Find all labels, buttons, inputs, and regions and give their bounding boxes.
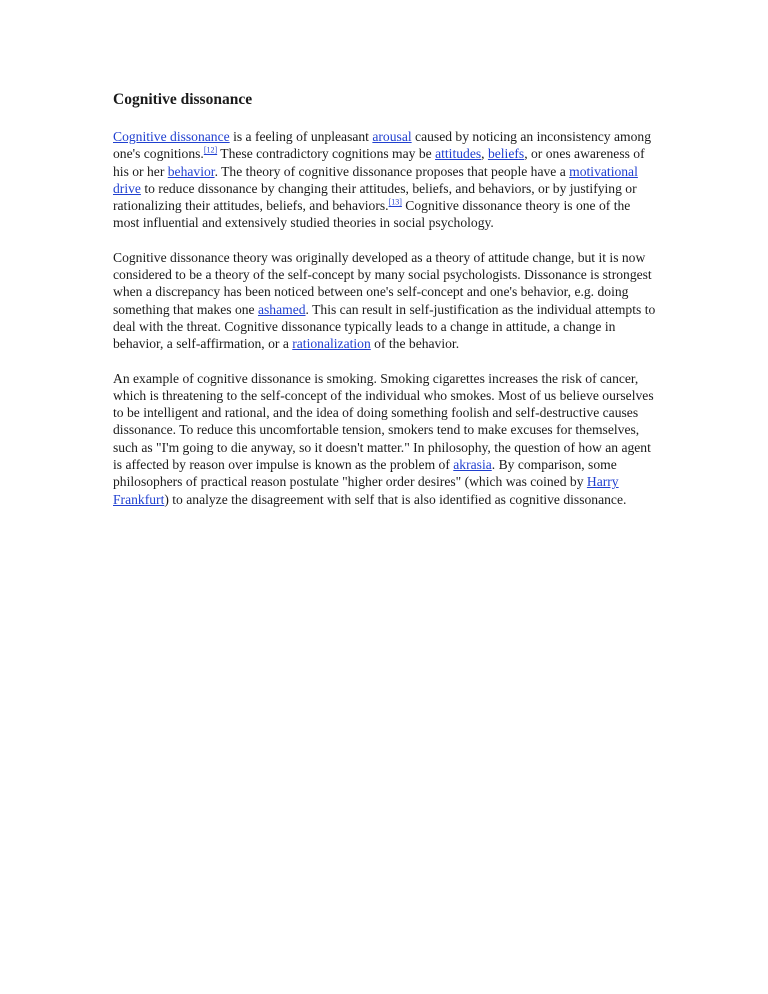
p1-text-2: caused by noticing an inconsistency among one's cognitions. (113, 129, 651, 162)
p3-text-1: An example of cognitive dissonance is smoking. Smoking cigarettes increases the risk of cancer, which is threatening to the self-concept of the individual who smokes. Most of us believe ourselves to be intelligent and rational, and the idea of doing something foolish and self-destructive causes dissonance. To reduce this uncomfortable tension, smokers tend to make excuses for themselves, such as "I'm going to die anyway, so it doesn't matter." In philosophy, the question of how an agent is affected by reason over impulse is known as the problem of (113, 370, 654, 473)
paragraph-3 (113, 370, 658, 508)
p1-text-6: . The theory of cognitive dissonance proposes that people have a (214, 163, 570, 179)
link-harry-frankfurt[interactable]: Harry Frankfurt (113, 474, 619, 507)
p2-text-3: of the behavior. (370, 336, 460, 352)
document-title: Cognitive dissonance (113, 91, 253, 108)
link-rationalization[interactable]: rationalization (292, 336, 371, 352)
p3-text-3: ) to analyze the disagreement with self that is also identified as cognitive dissonance. (164, 491, 627, 507)
p1-text-1: is a feeling of unpleasant (229, 129, 373, 144)
p1-text-8: Cognitive dissonance theory is one of the most influential and extensively studied theories in social psychology. (113, 198, 631, 231)
paragraph-2 (113, 249, 658, 353)
paragraph-1 (113, 128, 658, 232)
link-akrasia[interactable]: akrasia (453, 457, 492, 473)
link-motivational-drive[interactable]: motivational drive (113, 163, 638, 196)
link-attitudes[interactable]: attitudes (435, 146, 482, 162)
link-arousal[interactable]: arousal (372, 129, 412, 144)
p2-text-1: Cognitive dissonance theory was originally developed as a theory of attitude change, but it is now considered to be a theory of the self-concept by many social psychologists. Dissonance is strongest when a discrepancy has been noticed between one's self-concept and one's behavior, e.g. doing something that makes one (113, 249, 652, 317)
citation-12 (204, 146, 217, 155)
p1-text-3: These contradictory cognitions may be (217, 146, 436, 162)
p1-text-5: , or ones awareness of his or her (113, 146, 645, 179)
link-ashamed[interactable]: ashamed (257, 301, 306, 317)
link-beliefs[interactable]: beliefs (487, 146, 525, 162)
citation-13 (389, 198, 402, 207)
link-behavior[interactable]: behavior (167, 163, 215, 179)
document-page (113, 90, 658, 525)
citation-13-link[interactable]: [13] (388, 197, 402, 207)
citation-12-link[interactable]: [12] (203, 145, 218, 155)
p1-text-4: , (481, 146, 488, 162)
p1-text-7: to reduce dissonance by changing their attitudes, beliefs, and behaviors, or by justifying or rationalizing their attitudes, beliefs, and behaviors. (113, 180, 637, 214)
p2-text-2: . This can result in self-justification as the individual attempts to deal with the threat. Cognitive dissonance typically leads to a change in attitude, a change in behavior, a self-affirmation, or a (113, 301, 656, 352)
link-cognitive-dissonance[interactable]: Cognitive dissonance (113, 129, 230, 144)
p3-text-2: . By comparison, some philosophers of practical reason postulate "higher order desires" (which was coined by (113, 457, 617, 490)
